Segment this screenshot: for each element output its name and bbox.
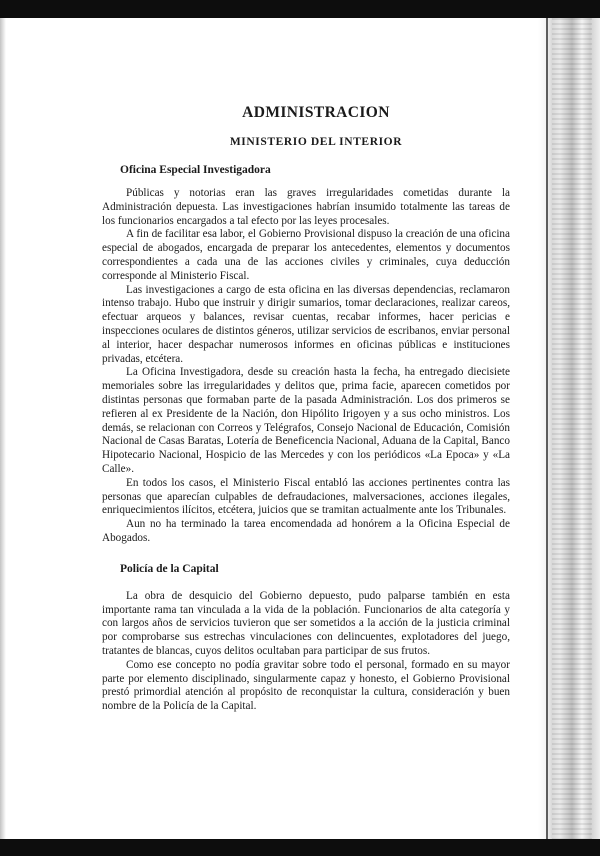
- paragraph: La obra de desquicio del Gobierno depuesto, pudo palparse también en esta importante rama tan vinculada a la vida de la población. Funcionarios de alta categoría y con largos años de servicios tuvieron que ser sometidos a la acción de la justicia criminal por comprobarse sus estrechas vinculaciones con delincuentes, explotadores del juego, tratantes de blancas, cuyos delitos ocultaban para participar de sus frutos.: [102, 589, 510, 657]
- paragraph: Las investigaciones a cargo de esta oficina en las diversas dependencias, reclamaron intenso trabajo. Hubo que instruir y dirigir sumarios, tomar declaraciones, realizar careos, efectuar arqueos y balances, revisar cuentas, recabar informes, hacer pericias e inspecciones oculares de distintos géneros, utilizar servicios de escribanos, enviar personal al interior, hacer despachar numerosos informes en oficinas públicas e instituciones privadas, etcétera.: [102, 283, 510, 365]
- paragraph: Como ese concepto no podía gravitar sobre todo el personal, formado en su mayor parte por elemento disciplinado, singularmente capaz y honesto, el Gobierno Provisional prestó primordial atención al propósito de reconquistar la cultura, consideración y buen nombre de la Policía de la Capital.: [102, 658, 510, 713]
- page-title: ADMINISTRACION: [242, 104, 390, 121]
- section-heading: Policía de la Capital: [120, 562, 219, 575]
- scan-bottom-border: [0, 839, 600, 856]
- scan-left-edge: [0, 18, 6, 839]
- paragraph: A fin de facilitar esa labor, el Gobierno Provisional dispuso la creación de una oficina especial de abogados, encargada de preparar los antecedentes, elementos y documentos correspondientes a cada una de las acciones civiles y criminales, cuya deducción corresponde al Ministerio Fiscal.: [102, 228, 510, 282]
- scan-top-border: [0, 0, 600, 18]
- paragraph: La Oficina Investigadora, desde su creación hasta la fecha, ha entregado diecisiete memoriales sobre las irregularidades y delitos que, prima facie, aparecen cometidos por distintas personas que formaban parte de la pasada Administración. Los dos primeros se refieren al ex Presidente de la Nación, don Hipólito Irigoyen y a sus ocho ministros. Los demás, se relacionan con Correos y Telégrafos, Consejo Nacional de Educación, Comisión Nacional de Casas Baratas, Lotería de Beneficencia Nacional, Aduana de la Capital, Banco Hipotecario Nacional, Hospicio de las Mercedes y con los periódicos «La Epoca» y «La Calle».: [102, 366, 510, 475]
- section-heading: Oficina Especial Investigadora: [120, 164, 271, 176]
- paragraph: Públicas y notorias eran las graves irregularidades cometidas durante la Administración depuesta. Las investigaciones habrían insumido totalmente las tareas de los funcionarios encargados a tal efecto por las leyes procesales.: [102, 187, 510, 227]
- book-spine-edge: [538, 18, 600, 839]
- paragraph: Aun no ha terminado la tarea encomendada ad honórem a la Oficina Especial de Abogados.: [102, 518, 510, 544]
- page-subtitle: MINISTERIO DEL INTERIOR: [229, 136, 403, 148]
- paragraph: En todos los casos, el Ministerio Fiscal entabló las acciones pertinentes contra las personas que aparecían culpables de defraudaciones, malversaciones, acciones ilegales, enriquecimientos ilícitos, etcétera, juicios que se tramitan actualmente ante los Tribunales.: [102, 476, 510, 517]
- document-page: [102, 104, 510, 714]
